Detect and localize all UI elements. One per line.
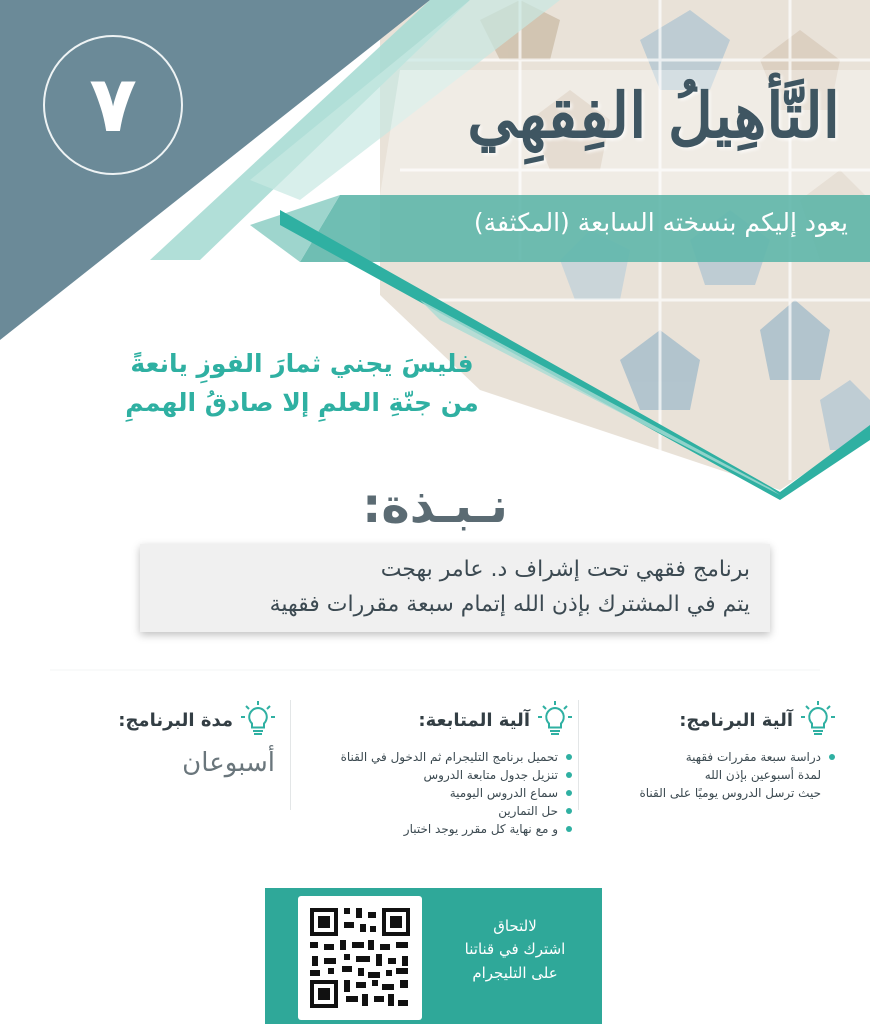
duration-title: مدة البرنامج: [118,709,233,731]
about-box [140,544,770,632]
about-title: نـبـذة: [362,478,508,534]
edition-number-badge [43,35,183,175]
mechanism-title: آلية البرنامج: [679,709,793,731]
qr-code[interactable] [298,896,422,1020]
lightbulb-icon [538,700,572,740]
column-divider [290,700,291,810]
bullet-icon [829,754,835,760]
duration-value: أسبوعان [182,748,275,778]
followup-title: آلية المتابعة: [418,709,530,731]
about-line-2: يتم في المشترك بإذن الله إتمام سبعة مقررات فقهية [269,592,750,618]
followup-header [302,700,572,740]
list-item-text: حل التمارين [498,804,558,818]
list-item-text: تحميل برنامج التليجرام ثم الدخول في القناة [340,750,558,764]
list-item [302,802,572,820]
bullet-icon [566,754,572,760]
list-item [302,766,572,784]
followup-column [302,700,572,838]
list-item [600,748,835,766]
verse-line-1: فليسَ يجني ثمارَ الفوزِ يانعةً [130,349,474,378]
lightbulb-icon [241,700,275,740]
qr-code-icon [298,896,422,1020]
cta-line-2: اشترك في قناتنا [464,940,566,959]
program-subtitle: يعود إليكم بنسخته السابعة (المكثفة) [473,208,848,237]
list-item-text: حيث ترسل الدروس يوميًا على القناة [639,786,821,800]
list-item-text: دراسة سبعة مقررات فقهية [685,750,821,764]
list-item-text: لمدة أسبوعين بإذن الله [704,768,821,782]
about-line-1: برنامج فقهي تحت إشراف د. عامر بهجت [380,557,750,582]
program-title: التَّأهِيلُ الفِقهِي [467,79,840,152]
bullet-icon [566,826,572,832]
list-item-text: و مع نهاية كل مقرر يوجد اختبار [403,822,558,836]
mechanism-list [600,748,835,802]
list-item [302,748,572,766]
cta-line-3: على التليجرام [472,963,558,982]
list-item [302,784,572,802]
column-divider [578,700,579,810]
poem-verse [112,345,492,423]
mechanism-header [600,700,835,740]
list-item [600,784,835,802]
bullet-icon [566,790,572,796]
duration-column [95,700,275,778]
list-item-text: تنزيل جدول متابعة الدروس [423,768,558,782]
edition-number: ٧ [89,60,137,150]
list-item [302,820,572,838]
telegram-cta[interactable] [440,915,590,985]
cta-line-1: لالتحاق [493,917,537,935]
mechanism-column [600,700,835,802]
verse-line-2: من جنّةِ العلمِ إلا صادقُ الهممِ [125,387,479,417]
bullet-icon [566,808,572,814]
list-item-text: سماع الدروس اليومية [449,786,558,800]
followup-list [302,748,572,838]
bullet-icon [566,772,572,778]
lightbulb-icon [801,700,835,740]
list-item [600,766,835,784]
duration-header [95,700,275,740]
